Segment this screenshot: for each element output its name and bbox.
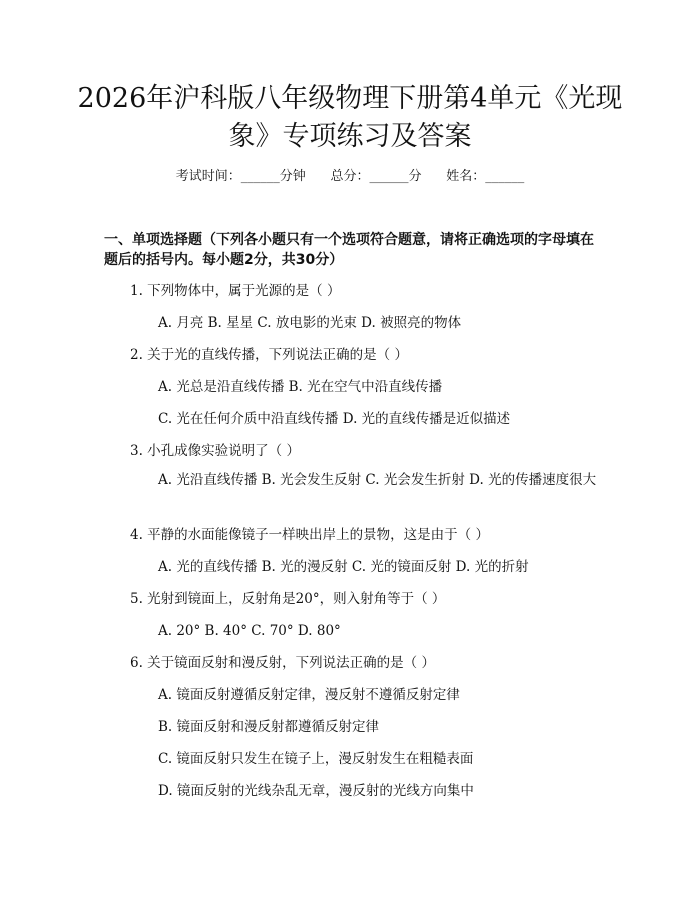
question-options: D. 镜面反射的光线杂乱无章，漫反射的光线方向集中	[158, 783, 474, 799]
question-options: B. 镜面反射和漫反射都遵循反射定律	[158, 719, 380, 735]
exam-info: 考试时间：______分钟 总分：______分 姓名：______	[175, 169, 525, 184]
question-options: A. 镜面反射遵循反射定律，漫反射不遵循反射定律	[158, 687, 460, 703]
question-options: A. 光的直线传播 B. 光的漫反射 C. 光的镜面反射 D. 光的折射	[158, 559, 529, 575]
question-stem: 4. 平静的水面能像镜子一样映出岸上的景物，这是由于（ ）	[130, 527, 489, 543]
question-options: C. 镜面反射只发生在镜子上，漫反射发生在粗糙表面	[158, 751, 474, 767]
question-options: C. 光在任何介质中沿直线传播 D. 光的直线传播是近似描述	[158, 411, 511, 427]
question-stem: 2. 关于光的直线传播，下列说法正确的是（ ）	[130, 347, 408, 363]
question-options: A. 光总是沿直线传播 B. 光在空气中沿直线传播	[158, 379, 443, 395]
question-stem: 6. 关于镜面反射和漫反射，下列说法正确的是（ ）	[130, 655, 435, 671]
question-stem: 1. 下列物体中，属于光源的是（ ）	[130, 283, 341, 299]
question-options: A. 月亮 B. 星星 C. 放电影的光束 D. 被照亮的物体	[158, 315, 462, 331]
question-options: A. 20° B. 40° C. 70° D. 80°	[158, 623, 341, 639]
question-stem: 3. 小孔成像实验说明了（ ）	[130, 443, 300, 459]
question-stem: 5. 光射到镜面上，反射角是20°，则入射角等于（ ）	[130, 591, 446, 607]
question-options: A. 光沿直线传播 B. 光会发生反射 C. 光会发生折射 D. 光的传播速度很大	[158, 472, 597, 488]
document-title: 2026年沪科版八年级物理下册第4单元《光现象》专项练习及答案	[77, 83, 623, 152]
section-heading: 一、单项选择题（下列各小题只有一个选项符合题意，请将正确选项的字母填在题后的括号内。每小题2分，共30分）	[104, 232, 594, 268]
